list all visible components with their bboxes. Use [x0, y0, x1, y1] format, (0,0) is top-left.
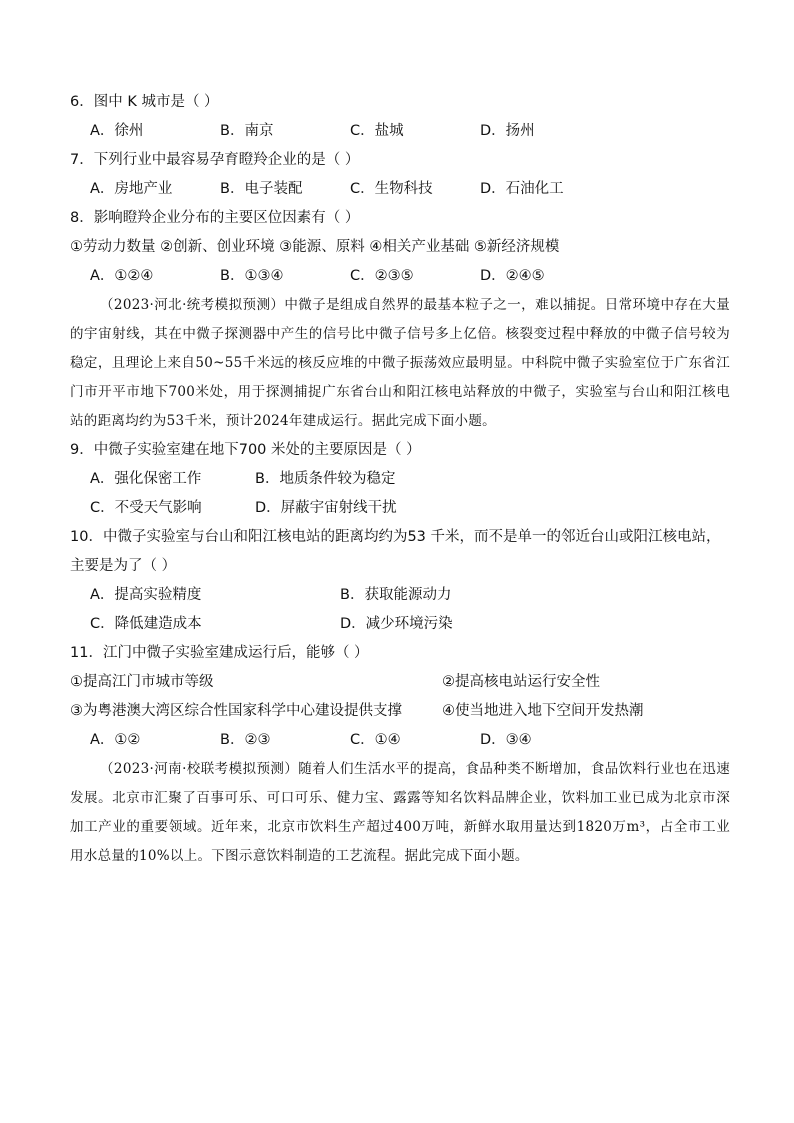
option-a: A．①②	[90, 732, 141, 748]
question-9-stem: 9．中微子实验室建在地下700 米处的主要原因是（ ）	[70, 442, 421, 458]
option-c: C．降低建造成本	[90, 616, 202, 632]
question-11-statements-row2	[70, 697, 730, 726]
question-8-stem: 8．影响瞪羚企业分布的主要区位因素有（ ）	[70, 210, 360, 226]
question-10-stem-line1: 10．中微子实验室与台山和阳江核电站的距离均约为53 千米，而不是单一的邻近台山或阳江核电站，	[70, 529, 721, 545]
option-d: D．减少环境污染	[340, 616, 453, 632]
option-d: D．石油化工	[480, 181, 564, 197]
question-8-options	[70, 262, 730, 291]
option-b: B．②③	[220, 732, 271, 748]
option-a: A．房地产业	[90, 181, 173, 197]
statement-3: ③为粤港澳大湾区综合性国家科学中心建设提供支撑	[70, 703, 402, 719]
question-9-options-row1	[70, 465, 730, 494]
option-b: B．地质条件较为稳定	[255, 471, 396, 487]
option-c: C．不受天气影响	[90, 500, 202, 516]
option-b: B．①③④	[220, 268, 284, 284]
option-a: A．强化保密工作	[90, 471, 202, 487]
option-c: C．盐城	[350, 123, 404, 139]
statement-1: ①提高江门市城市等级	[70, 674, 214, 690]
question-10-stem-line2: 主要是为了（ ）	[70, 558, 177, 574]
option-b: B．获取能源动力	[340, 587, 452, 603]
option-c: C．生物科技	[350, 181, 433, 197]
option-c: C．②③⑤	[350, 268, 414, 284]
option-d: D．屏蔽宇宙射线干扰	[255, 500, 397, 516]
option-a: A．提高实验精度	[90, 587, 202, 603]
option-a: A．徐州	[90, 123, 144, 139]
question-6-options	[70, 117, 730, 146]
option-d: D．③④	[480, 732, 532, 748]
exam-page	[70, 88, 730, 871]
option-d: D．扬州	[480, 123, 535, 139]
statement-4: ④使当地进入地下空间开发热潮	[442, 703, 644, 719]
question-9-options-row2	[70, 494, 730, 523]
option-b: B．电子装配	[220, 181, 303, 197]
question-11-stem: 11．江门中微子实验室建成运行后，能够（ ）	[70, 645, 369, 661]
question-7-options	[70, 175, 730, 204]
option-b: B．南京	[220, 123, 274, 139]
option-d: D．②④⑤	[480, 268, 545, 284]
passage-neutrino: （2023·河北·统考模拟预测）中微子是组成自然界的最基本粒子之一，难以捕捉。日常环境中存在大量的宇宙射线，其在中微子探测器中产生的信号比中微子信号多上亿倍。核裂变过程中释放的中微子信号较为稳定，且理论上来自50~55千米远的核反应堆的中微子振荡效应最明显。中科院中微子实验室位于广东省江门市开平市地下700米处，用于探测捕捉广东省台山和阳江核电站释放的中微子，实验室与台山和阳江核电站的距离均约为53千米，预计2024年建成运行。据此完成下面小题。	[70, 297, 730, 429]
option-a: A．①②④	[90, 268, 154, 284]
question-10-options-row2	[70, 610, 730, 639]
option-c: C．①④	[350, 732, 401, 748]
statement-2: ②提高核电站运行安全性	[442, 674, 600, 690]
question-11-options	[70, 726, 730, 755]
question-10-options-row1	[70, 581, 730, 610]
passage-beverage: （2023·河南·校联考模拟预测）随着人们生活水平的提高，食品种类不断增加，食品饮料行业也在迅速发展。北京市汇聚了百事可乐、可口可乐、健力宝、露露等知名饮料品牌企业，饮料加工业已成为北京市深加工产业的重要领域。近年来，北京市饮料生产超过400万吨，新鲜水取用量达到1820万m³，占全市工业用水总量的10%以上。下图示意饮料制造的工艺流程。据此完成下面小题。	[70, 761, 730, 864]
question-8-statements: ①劳动力数量 ②创新、创业环境 ③能源、原料 ④相关产业基础 ⑤新经济规模	[70, 239, 560, 255]
question-7-stem: 7．下列行业中最容易孕育瞪羚企业的是（ ）	[70, 152, 360, 168]
question-6-stem: 6．图中 K 城市是（ ）	[70, 94, 219, 110]
question-11-statements-row1	[70, 668, 730, 697]
